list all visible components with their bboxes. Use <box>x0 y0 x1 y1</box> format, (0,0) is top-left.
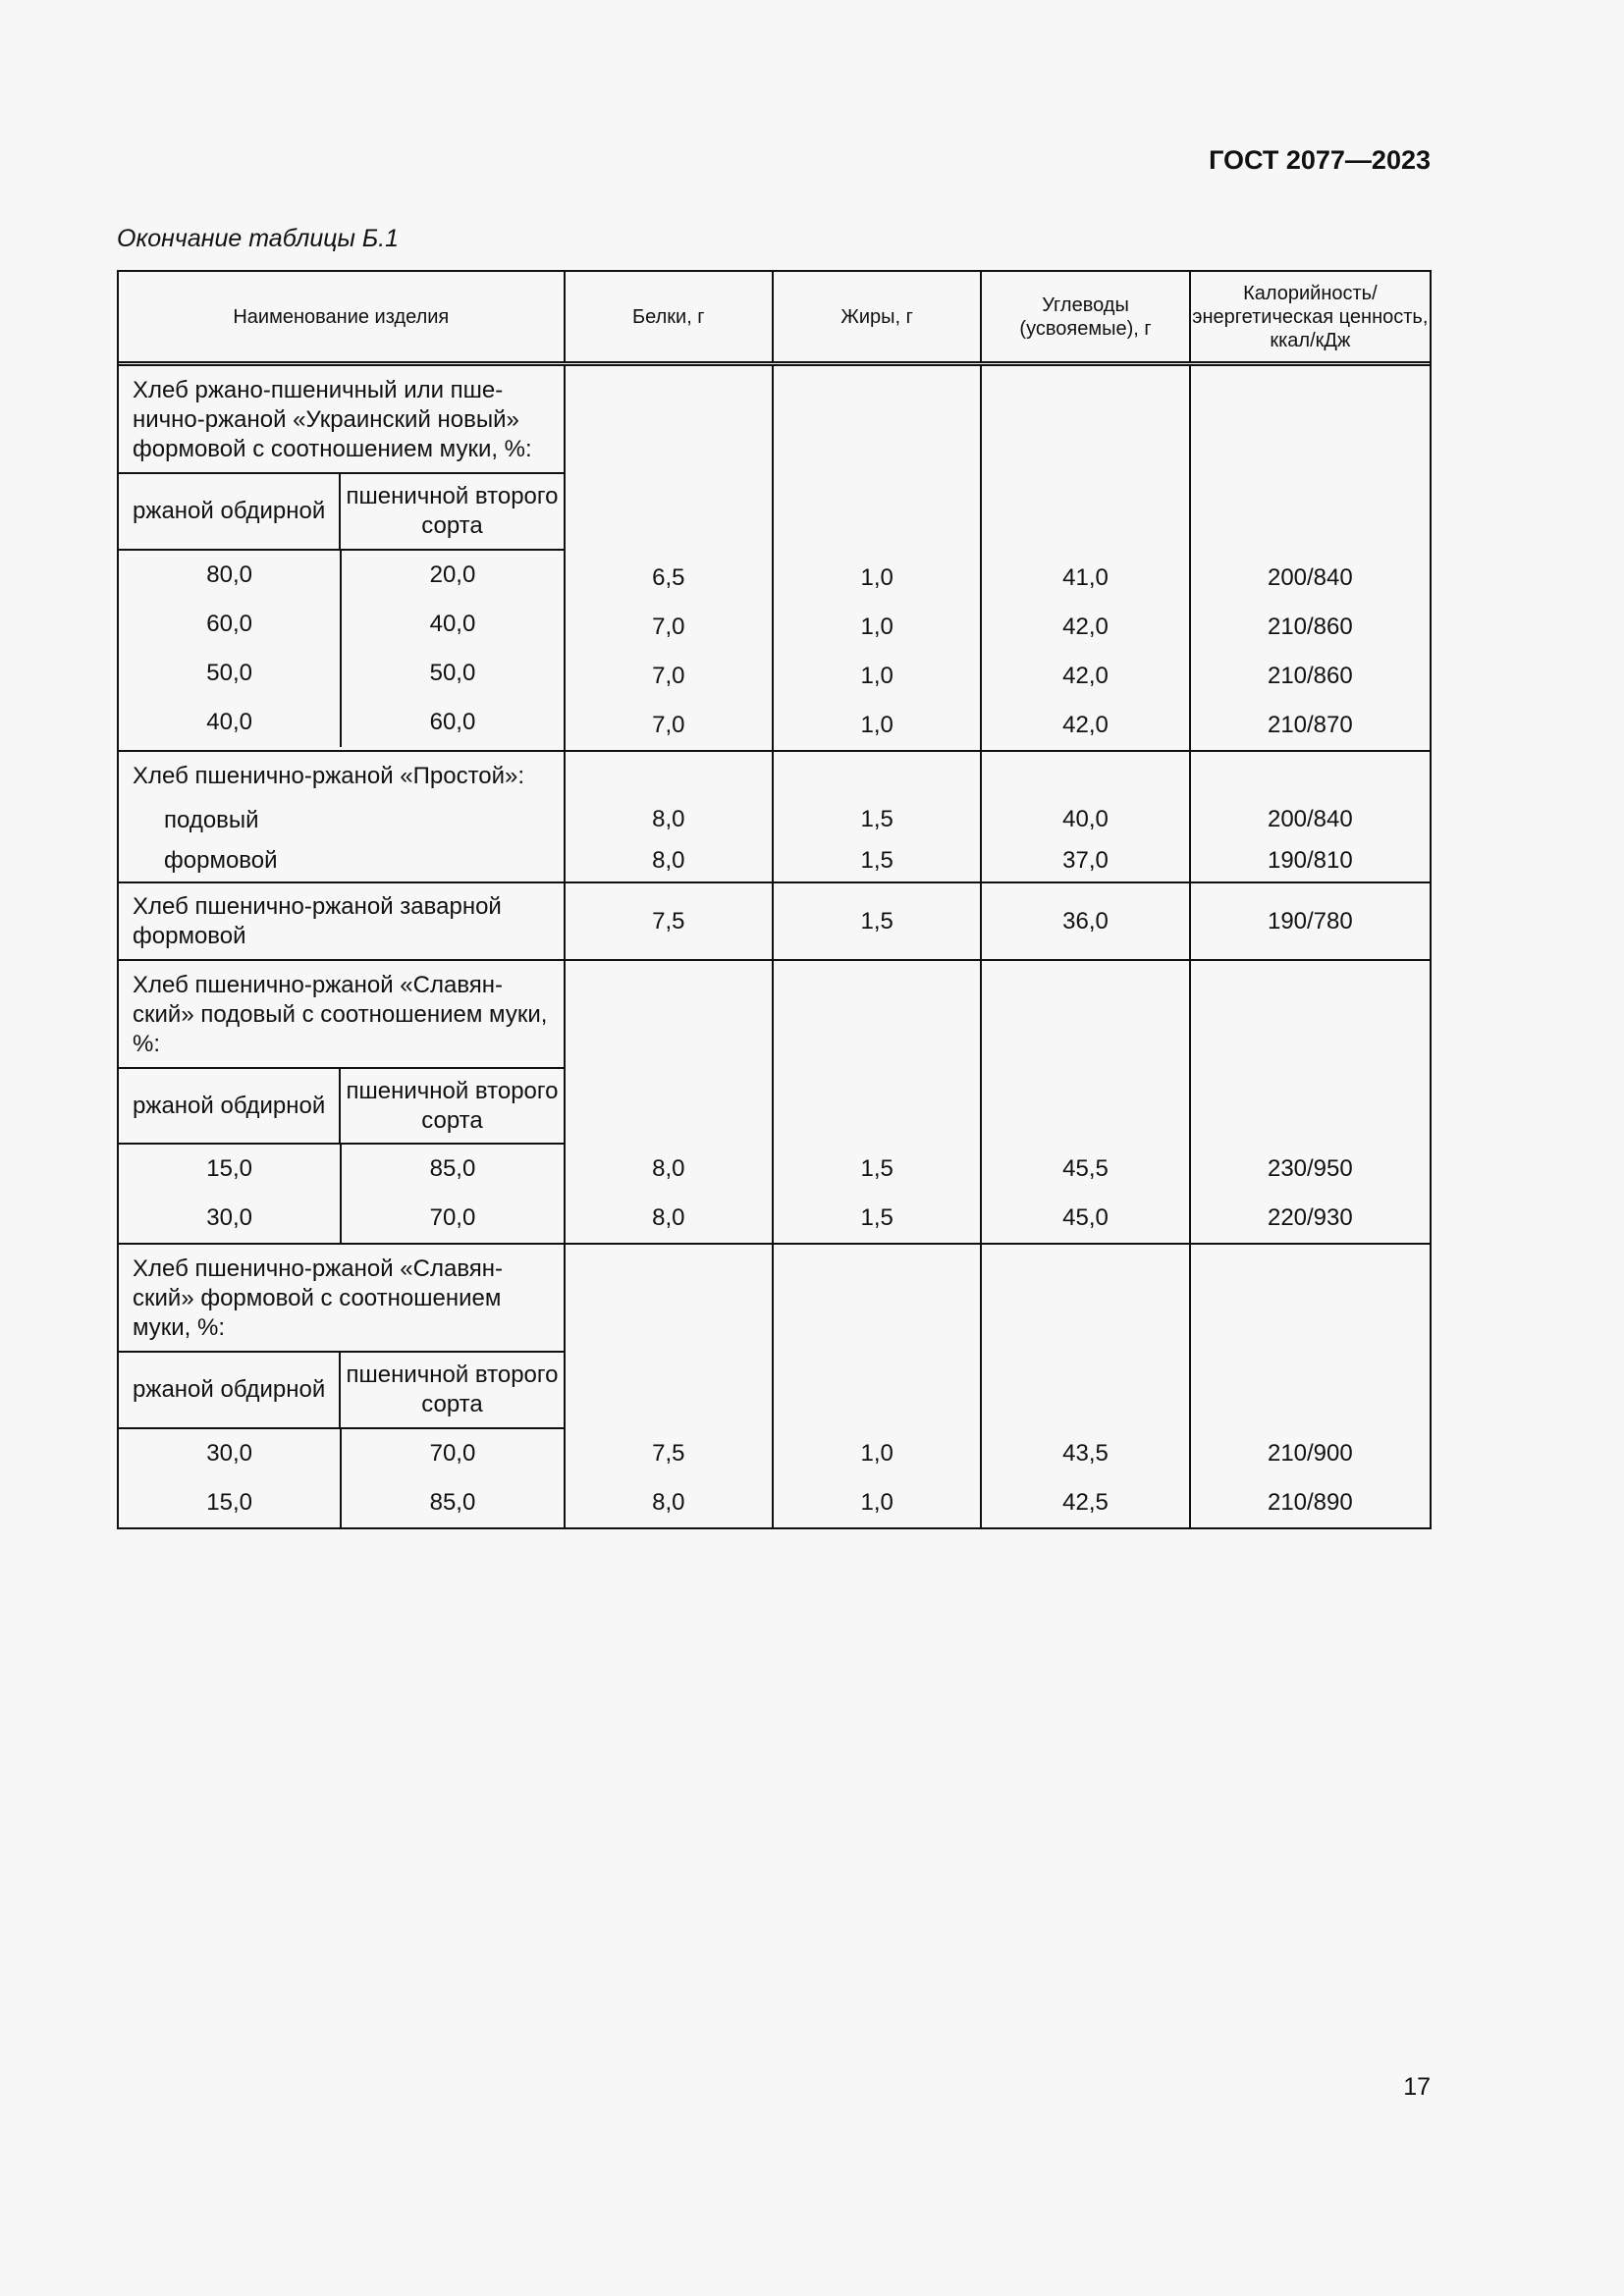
carbs-cell <box>982 1245 1190 1527</box>
col-header-energy: Калорийность/ энергетическая ценность, ккал/кДж <box>1192 282 1429 351</box>
wheat-value: 20,0 <box>429 561 476 588</box>
protein-cell <box>566 752 774 881</box>
protein-value: 7,0 <box>652 663 685 689</box>
block-title: Хлеб пшенично-ржаной «Простой»: <box>133 763 525 789</box>
energy-cell <box>1191 752 1430 881</box>
protein-value: 6,5 <box>652 564 685 591</box>
col-header-carbs: Углеводы (усвояемые), г <box>982 272 1190 361</box>
table-header <box>119 272 1430 366</box>
block-name-cell <box>119 752 566 881</box>
rye-flour-header: ржаной обдирной <box>119 474 341 549</box>
fat-cell <box>774 883 982 959</box>
energy-value: 200/840 <box>1267 806 1353 832</box>
table-block-prostoy <box>119 752 1430 883</box>
protein-value: 7,0 <box>652 614 685 640</box>
fat-cell <box>774 1245 982 1527</box>
table-row <box>119 551 564 600</box>
col-header-name: Наименование изделия <box>119 272 566 361</box>
list-item: подовый <box>164 807 259 834</box>
carbs-value: 45,0 <box>1062 1204 1109 1231</box>
rye-value: 30,0 <box>119 1429 342 1478</box>
protein-cell <box>566 883 774 959</box>
wheat-flour-header: пшеничной второго сорта <box>346 1077 559 1134</box>
protein-cell <box>566 366 774 750</box>
protein-value: 8,0 <box>652 1155 685 1182</box>
protein-cell <box>566 961 774 1243</box>
wheat-value: 70,0 <box>429 1204 476 1232</box>
fat-cell <box>774 752 982 881</box>
list-item: формовой <box>164 847 278 875</box>
energy-value: 220/930 <box>1267 1204 1353 1231</box>
fat-value: 1,0 <box>860 1489 893 1516</box>
carbs-value: 40,0 <box>1062 806 1109 832</box>
carbs-cell <box>982 961 1190 1243</box>
table-row <box>119 600 564 649</box>
carbs-value: 45,5 <box>1062 1155 1109 1182</box>
wheat-value: 60,0 <box>429 709 476 735</box>
fat-value: 1,0 <box>860 614 893 640</box>
energy-cell <box>1191 883 1430 959</box>
fat-cell <box>774 366 982 750</box>
rye-value: 15,0 <box>119 1478 342 1527</box>
block-name-cell <box>119 366 566 750</box>
carbs-cell <box>982 752 1190 881</box>
wheat-value: 85,0 <box>429 1155 476 1183</box>
block-name-cell <box>119 1245 566 1527</box>
energy-value: 210/860 <box>1267 614 1353 640</box>
table-row <box>119 1194 564 1243</box>
wheat-flour-header: пшеничной второго сорта <box>346 1362 559 1417</box>
protein-value: 8,0 <box>652 1204 685 1231</box>
carbs-value: 42,0 <box>1062 712 1109 738</box>
table-row <box>119 1429 564 1478</box>
protein-value: 7,5 <box>652 907 685 934</box>
wheat-value: 50,0 <box>429 660 476 686</box>
rye-flour-header: ржаной обдирной <box>119 1069 341 1144</box>
energy-value: 210/860 <box>1267 663 1353 689</box>
table-block-slavyansky-podovy <box>119 961 1430 1245</box>
protein-cell <box>566 1245 774 1527</box>
flour-subheader <box>119 1351 564 1429</box>
block-title: Хлеб ржано-пшеничный или пше-нично-ржаной «Украинский новый» формовой с соотношением муки, %: <box>133 377 532 462</box>
energy-value: 190/780 <box>1267 907 1353 934</box>
carbs-value: 37,0 <box>1062 847 1109 874</box>
energy-value: 210/870 <box>1267 712 1353 738</box>
table-row <box>119 649 564 698</box>
block-title: Хлеб пшенично-ржаной «Славян-ский» формовой с соотношением муки, %: <box>133 1255 504 1341</box>
rye-value: 80,0 <box>119 551 342 600</box>
rye-value: 30,0 <box>119 1194 342 1243</box>
fat-value: 1,5 <box>860 1155 893 1182</box>
carbs-value: 42,0 <box>1062 614 1109 640</box>
block-title: Хлеб пшенично-ржаной заварной формовой <box>133 892 502 949</box>
energy-value: 200/840 <box>1267 564 1353 591</box>
flour-subheader <box>119 472 564 551</box>
nutrition-table <box>117 270 1432 1529</box>
rye-value: 60,0 <box>119 600 342 649</box>
fat-value: 1,5 <box>860 907 893 934</box>
carbs-cell <box>982 883 1190 959</box>
energy-cell <box>1191 366 1430 750</box>
fat-value: 1,5 <box>860 806 893 832</box>
rye-value: 50,0 <box>119 649 342 698</box>
protein-value: 8,0 <box>652 847 685 874</box>
energy-cell <box>1191 961 1430 1243</box>
energy-value: 210/900 <box>1267 1440 1353 1467</box>
fat-value: 1,5 <box>860 847 893 874</box>
energy-value: 210/890 <box>1267 1489 1353 1516</box>
table-row <box>119 1145 564 1194</box>
col-header-protein: Белки, г <box>566 272 774 361</box>
rye-value: 15,0 <box>119 1145 342 1194</box>
protein-value: 7,0 <box>652 712 685 738</box>
energy-value: 230/950 <box>1267 1155 1353 1182</box>
table-block-slavyansky-formovoy <box>119 1245 1430 1527</box>
wheat-value: 70,0 <box>429 1440 476 1467</box>
table-row <box>119 1478 564 1527</box>
wheat-value: 40,0 <box>429 611 476 637</box>
carbs-cell <box>982 366 1190 750</box>
col-header-fat: Жиры, г <box>774 272 982 361</box>
fat-value: 1,0 <box>860 712 893 738</box>
protein-value: 8,0 <box>652 1489 685 1516</box>
flour-subheader <box>119 1067 564 1146</box>
fat-value: 1,0 <box>860 663 893 689</box>
wheat-flour-header: пшеничной второго сорта <box>346 483 559 539</box>
carbs-value: 42,0 <box>1062 663 1109 689</box>
fat-value: 1,0 <box>860 1440 893 1467</box>
table-block-ukrainsky <box>119 366 1430 752</box>
fat-cell <box>774 961 982 1243</box>
block-name-cell <box>119 961 566 1243</box>
carbs-value: 41,0 <box>1062 564 1109 591</box>
block-title: Хлеб пшенично-ржаной «Славян-ский» подовый с соотношением муки, %: <box>133 972 548 1057</box>
protein-value: 8,0 <box>652 806 685 832</box>
wheat-value: 85,0 <box>429 1489 476 1516</box>
table-caption: Окончание таблицы Б.1 <box>117 225 399 252</box>
energy-cell <box>1191 1245 1430 1527</box>
carbs-value: 43,5 <box>1062 1440 1109 1467</box>
carbs-value: 36,0 <box>1062 907 1109 934</box>
carbs-value: 42,5 <box>1062 1489 1109 1516</box>
table-row <box>119 698 564 747</box>
page-number: 17 <box>1403 2073 1431 2101</box>
document-code: ГОСТ 2077—2023 <box>1209 145 1431 175</box>
energy-value: 190/810 <box>1267 847 1353 874</box>
protein-value: 7,5 <box>652 1440 685 1467</box>
block-name-cell <box>119 883 566 959</box>
rye-flour-header: ржаной обдирной <box>119 1353 341 1427</box>
rye-value: 40,0 <box>119 698 342 747</box>
fat-value: 1,0 <box>860 564 893 591</box>
table-block-zavarnoy <box>119 883 1430 961</box>
fat-value: 1,5 <box>860 1204 893 1231</box>
